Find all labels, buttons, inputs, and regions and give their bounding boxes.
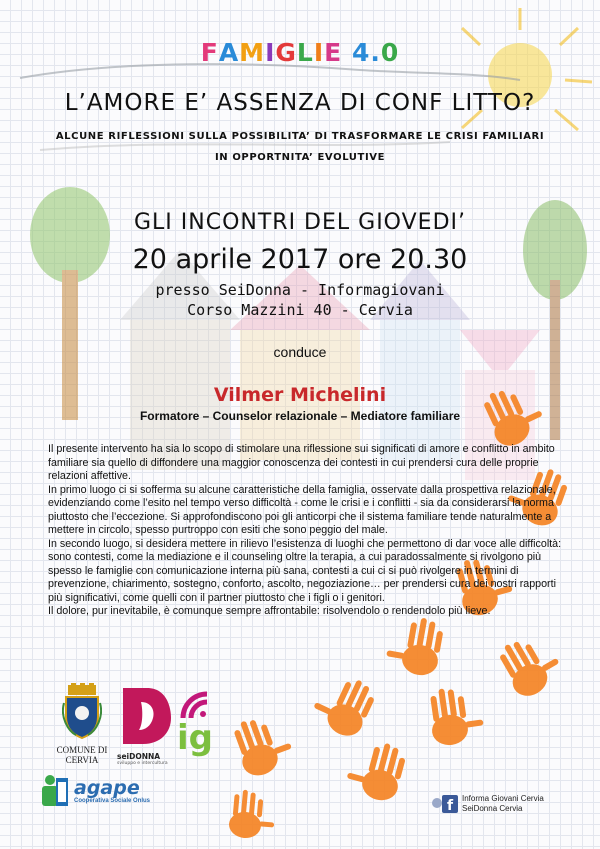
svg-text:f: f	[447, 798, 454, 814]
body-text	[48, 443, 562, 619]
event-heading: GLI INCONTRI DEL GIOVEDI’	[133, 210, 466, 235]
body-paragraph: Il dolore, pur inevitabile, è comunque sempre affrontabile: risolvendolo o rendendolo più lieve.	[48, 605, 491, 617]
tagline-line-2: IN OPPORTNITA’ EVOLUTIVE	[214, 152, 386, 163]
event-datetime: 20 aprile 2017 ore 20.30	[132, 244, 468, 275]
body-paragraph: Il presente intervento ha sia lo scopo di stimolare una riflessione sui significati di amore e conflitto in ambito familiare sia quello di diffondere una maggior conoscenza dei contesti in cui prendersi cura delle proprie relazioni affettive.	[48, 443, 555, 482]
title-letter	[342, 38, 352, 67]
ig-logo-icon	[177, 688, 229, 720]
comune-di-cervia-logo	[40, 683, 124, 765]
ig-text: ig	[177, 718, 213, 758]
title-letter: 0	[380, 38, 400, 67]
title-letter: L	[296, 38, 314, 67]
facebook-page-2[interactable]: SeiDonna Cervia	[462, 804, 523, 813]
seidonna-name: seiDONNA	[117, 752, 161, 761]
title-letter: 4	[351, 38, 371, 67]
body-paragraph: In secondo luogo, si desidera mettere in rilievo l’esistenza di luoghi che permettono di dar voce alle difficoltà: sono contesti, come la mediazione e il counseling oltre la terapia, a cui paradossalmente si rivolgono più spesso le famiglie con comunicazione interna più sana, contesti a cui ci si può rivolgere in termini di prevenzione, chiarimento, sostegno, conforto, ascolto, negoziazione… per prendersi cura dei nostri rapporti più significativi, come quelli con il partner piuttosto che i figli o i genitori.	[48, 537, 562, 604]
seidonna-logo-icon	[117, 686, 173, 750]
tagline-line-1: ALCUNE RIFLESSIONI SULLA POSSIBILITA’ DI TRASFORMARE LE CRISI FAMILIARI	[55, 131, 545, 142]
title-letter: A	[218, 38, 240, 67]
title-letter: M	[239, 38, 266, 67]
seidonna-subtitle: sviluppo e intercultura	[117, 761, 168, 766]
title-letter: .	[370, 38, 381, 67]
poster-subtitle: L’AMORE E’ ASSENZA DI CONF LITTO?	[64, 90, 536, 116]
title-letter: E	[324, 38, 343, 67]
agape-logo	[40, 774, 170, 808]
agape-name: agape	[74, 777, 140, 799]
seidonna-logo	[117, 686, 173, 766]
facebook-block	[430, 793, 544, 815]
title-letter: I	[313, 38, 325, 67]
event-venue-line-2: Corso Mazzini 40 - Cervia	[187, 301, 413, 319]
event-venue-line-1: presso SeiDonna - Informagiovani	[155, 281, 445, 299]
agape-logo-icon	[40, 774, 70, 808]
facebook-icon	[430, 793, 458, 815]
speaker-roles: Formatore – Counselor relazionale – Mediatore familiare	[139, 409, 461, 423]
agape-subtitle: Cooperativa Sociale Onlus	[74, 798, 151, 804]
facebook-page-1[interactable]: Informa Giovani Cervia	[462, 794, 544, 803]
comune-caption: COMUNE DI CERVIA	[56, 745, 108, 765]
coat-of-arms-icon	[62, 683, 102, 739]
title-letter: I	[265, 38, 276, 67]
title-letter: G	[275, 38, 297, 67]
title-letter: F	[200, 38, 219, 67]
facebook-text	[462, 794, 544, 814]
body-paragraph: In primo luogo ci si sofferma su alcune caratteristiche della famiglia, osservate dalla prospettiva relazionale, evidenziando come l’esito nel tempo verso difficoltà - come le crisi e i conflitti - sia da considerarsi la norma piuttosto che l’eccezione. Si approfondiscono poi gli anticorpi che il sistema familiare tende naturalmente a mettere in circolo, spesso purtroppo con esiti che sono peggio del male.	[48, 483, 556, 536]
poster-title	[0, 38, 600, 67]
speaker-name: Vilmer Michelini	[213, 384, 387, 406]
informagiovani-logo	[177, 688, 229, 756]
conduce-label: conduce	[273, 344, 327, 360]
